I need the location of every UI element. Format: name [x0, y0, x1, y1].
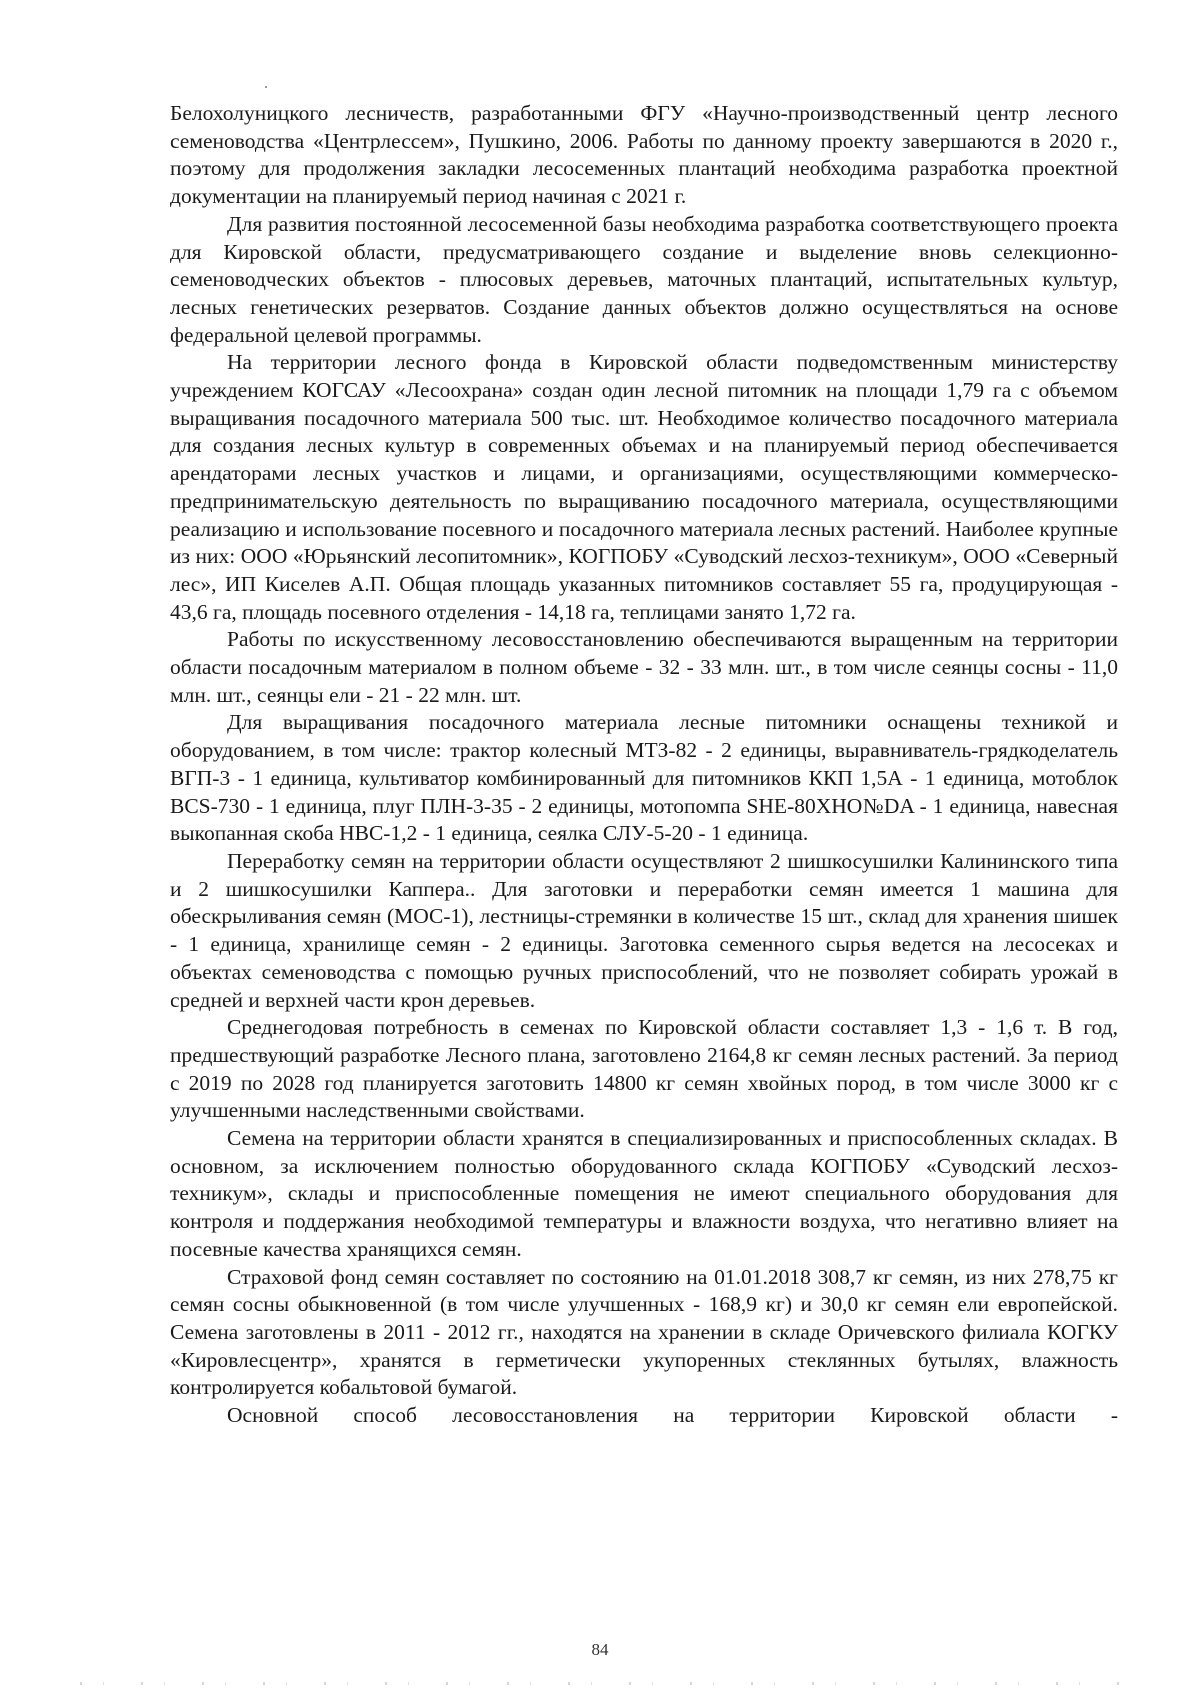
paragraph-9: Страховой фонд семян составляет по состоянию на 01.01.2018 308,7 кг семян, из них 278,75 кг семян сосны обыкновенной (в том числе улучшенных - 168,9 кг) и 30,0 кг семян ели европейской. Семена заготовлены в 2011 - 2012 гг., находятся на хранении в складе Оричевского филиала КОГКУ «Кировлесцентр», хранятся в герметически укупоренных стеклянных бутылях, влажность контролируется кобальтовой бумагой.: [170, 1264, 1118, 1400]
paragraph-10: Основной способ лесовосстановления на территории Кировской области -: [227, 1403, 1118, 1428]
paragraph-2: Для развития постоянной лесосеменной базы необходима разработка соответствующего проекта для Кировской области, предусматривающего создание и выделение вновь селекционно-семеноводческих объектов - плюсовых деревьев, маточных плантаций, испытательных культур, лесных генетических резерватов. Создание данных объектов должно осуществляться на основе федеральной целевой программы.: [170, 211, 1118, 347]
paragraph-4: Работы по искусственному лесовосстановлению обеспечиваются выращенным на территории области посадочным материалом в полном объеме - 32 - 33 млн. шт., в том числе сеянцы сосны - 11,0 млн. шт., сеянцы ели - 21 - 22 млн. шт.: [170, 627, 1118, 707]
paragraph-1: Белохолуницкого лесничеств, разработанными ФГУ «Научно-производственный центр лесного семеноводства «Центрлессем», Пушкино, 2006. Работы по данному проекту завершаются в 2020 г., поэтому для продолжения закладки лесосеменных плантаций необходима разработка проектной документации на планируемый период начиная с 2021 г.: [170, 101, 1118, 209]
page-number: 84: [591, 1640, 609, 1659]
body-text: [170, 100, 1118, 1430]
paragraph-5: Для выращивания посадочного материала лесные питомники оснащены техникой и оборудованием, в том числе: трактор колесный МТЗ-82 - 2 единицы, выравниватель-грядкоделатель ВГП-3 - 1 единица, культиватор комбинированный для питомников ККП 1,5А - 1 единица, мотоблок BCS-730 - 1 единица, плуг ПЛН-3-35 - 2 единицы, мотопомпа SHE-80XHO№DA - 1 единица, навесная выкопанная скоба НВС-1,2 - 1 единица, сеялка СЛУ-5-20 - 1 единица.: [170, 710, 1118, 846]
paragraph-8: Семена на территории области хранятся в специализированных и приспособленных складах. В основном, за исключением полностью оборудованного склада КОГПОБУ «Суводский лесхоз-техникум», склады и приспособленные помещения не имеют специального оборудования для контроля и поддержания необходимой температуры и влажности воздуха, что негативно влияет на посевные качества хранящихся семян.: [170, 1126, 1118, 1261]
paragraph-7: Среднегодовая потребность в семенах по Кировской области составляет 1,3 - 1,6 т. В год, предшествующий разработке Лесного плана, заготовлено 2164,8 кг семян лесных растений. За период с 2019 по 2028 год планируется заготовить 14800 кг семян хвойных пород, в том числе 3000 кг с улучшенными наследственными свойствами.: [170, 1015, 1118, 1123]
scan-speck: [265, 86, 267, 88]
paragraph-6: Переработку семян на территории области осуществляют 2 шишкосушилки Калининского типа и 2 шишкосушилки Каппера.. Для заготовки и переработки семян имеется 1 машина для обескрыливания семян (МОС-1), лестницы-стремянки в количестве 15 шт., склад для хранения шишек - 1 единица, хранилище семян - 2 единицы. Заготовка семенного сырья ведется на лесосеках и объектах семеноводства с помощью ручных приспособлений, что не позволяет собирать урожай в средней и верхней части крон деревьев.: [170, 848, 1118, 1012]
scan-edge-noise: [80, 1682, 1140, 1685]
paragraph-3: На территории лесного фонда в Кировской области подведомственным министерству учреждением КОГСАУ «Лесоохрана» создан один лесной питомник на площади 1,79 га с объемом выращивания посадочного материала 500 тыс. шт. Необходимое количество посадочного материала для создания лесных культур в современных объемах и на планируемый период обеспечивается арендаторами лесных участков и лицами, и организациями, осуществляющими коммерческо-предпринимательскую деятельность по выращиванию посадочного материала, осуществляющими реализацию и использование посевного и посадочного материала лесных растений. Наиболее крупные из них: ООО «Юрьянский лесопитомник», КОГПОБУ «Суводский лесхоз-техникум», ООО «Северный лес», ИП Киселев А.П. Общая площадь указанных питомников составляет 55 га, продуцирующая - 43,6 га, площадь посевного отделения - 14,18 га, теплицами занято 1,72 га.: [170, 350, 1118, 624]
